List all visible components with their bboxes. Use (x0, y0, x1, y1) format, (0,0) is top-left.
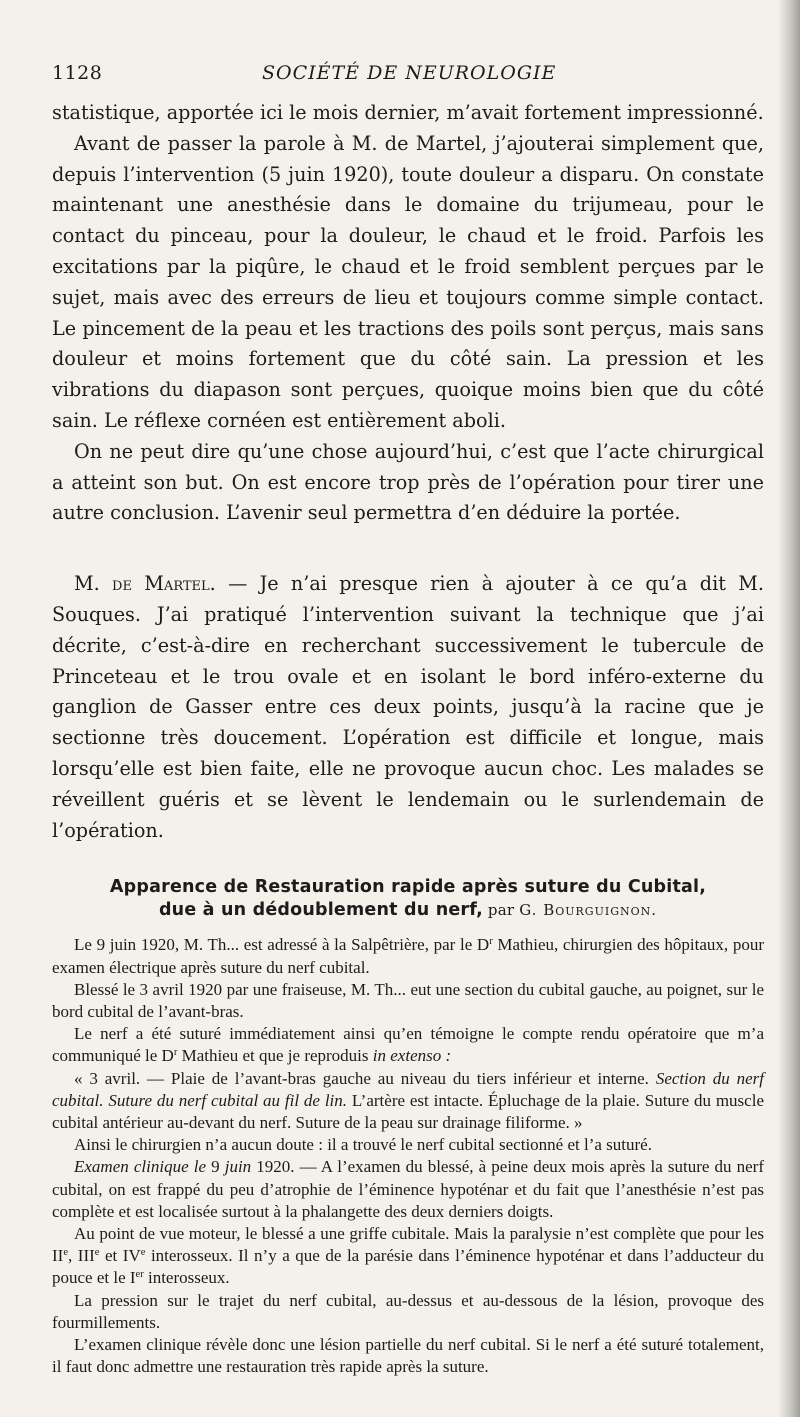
book-spine-shadow (778, 0, 800, 1417)
paragraph-pressure: La pression sur le trajet du nerf cubital, au-dessus et au-dessous de la lésion, provoque des fourmillements. (52, 1290, 764, 1332)
paragraph-martel-intro: Avant de passer la parole à M. de Martel, j’ajouterai simplement que, depuis l’intervention (5 juin 1920), toute douleur a disparu. On constate maintenant une anesthésie dans le domaine du trijumeau, pour le contact du pinceau, pour la douleur, le chaud et le froid. Parfois les excitations par la piqûre, le chaud et le froid semblent perçues par le sujet, mais avec des erreurs de lieu et toujours comme simple contact. Le pincement de la peau et les tractions des poils sont perçus, mais sans douleur et moins fortement que du côté sain. La pression et les vibrations du diapason sont perçues, quoique moins bien que du côté sain. Le réflexe cornéen est entièrement aboli. (52, 131, 764, 432)
text-run: L’artère est intacte. Épluchage de la plaie. Suture du muscle cubital antérieur au-devant du nerf. Suture de la peau sur drainage filiforme. » (52, 1090, 764, 1132)
text-run: interosseux. (143, 1268, 230, 1288)
superscript: er (135, 1269, 144, 1281)
text-run: Le 9 juin 1920, M. Th... est adressé à la Salpêtrière, par le D (74, 935, 490, 955)
paragraph-admission (52, 934, 764, 978)
page-header (52, 62, 764, 98)
text-run: Mathieu et que je reproduis (177, 1046, 373, 1066)
speaker-text: — Je n’ai presque rien à ajouter à ce qu’a dit M. Souques. J’ai pratiqué l’intervention suivant la technique que j’ai décrite, c’est-à-dire en recherchant successivement le tubercule de Princeteau et le trou ovale et en isolant le bord inféro-externe du ganglion de Gasser entre ces deux points, jusqu’à la racine que je sectionne très doucement. L’opération est difficile et longue, mais lorsqu’elle est bien faite, elle ne provoque aucun choc. Les malades se réveillent guéris et se lèvent le lendemain ou le surlendemain de l’opération. (52, 572, 764, 842)
italic-run: juin (224, 1157, 252, 1177)
article-author: G. Bourguignon. (519, 901, 658, 920)
italic-run: in extenso : (372, 1046, 452, 1066)
byline-par: par (482, 901, 520, 920)
text-run: 1920. — A l’examen du blessé, à peine deux mois après la suture du nerf cubital, on est frappé du peu d’atrophie de l’éminence hypoténar et du fait que l’anesthésie n’est pas complète et est localisée surtout à la phalangette des deux derniers doigts. (52, 1157, 764, 1221)
superscript: r (489, 936, 493, 948)
paragraph-conclusion: On ne peut dire qu’une chose aujourd’hui, c’est que l’acte chirurgical a atteint son but. On est encore trop près de l’opération pour tirer une autre conclusion. L’avenir seul permettra d’en déduire la portée. (52, 439, 764, 525)
text-run: « 3 avril. — Plaie de l’avant-bras gauche au niveau du tiers inférieur et interne. (74, 1068, 656, 1088)
article-title-line-2 (52, 899, 764, 922)
text-run: et IV (99, 1246, 141, 1266)
text-run: Mathieu, chirurgien des hôpitaux, pour examen électrique après suture du nerf cubital. (52, 935, 764, 977)
spacer (52, 529, 764, 569)
article-title-line-1: Apparence de Restauration rapide après suture du Cubital, (109, 877, 707, 898)
italic-run: Section du nerf cubital. Suture du nerf cubital au fil de lin. (52, 1068, 765, 1110)
text-run: , III (68, 1246, 95, 1266)
article-title-line-2-text: due à un dédoublement du nerf, (158, 900, 483, 921)
superscript: e (94, 1247, 100, 1259)
paragraph-injury: Blessé le 3 avril 1920 par une fraiseuse, M. Th... eut une section du cubital gauche, au poignet, sur le bord cubital de l’avant-bras. (52, 979, 764, 1021)
paragraph-de-martel (52, 569, 764, 846)
italic-run: Examen clinique le (74, 1157, 206, 1177)
text-run: Le nerf a été suturé immédiatement ainsi qu’en témoigne le compte rendu opératoire que m’a communiqué le D (52, 1024, 764, 1066)
superscript: e (140, 1247, 146, 1259)
article-title (52, 876, 764, 922)
paragraph-statistique: statistique, apportée ici le mois dernier, m’avait fortement impressionné. (52, 101, 764, 124)
page-number: 1128 (52, 62, 103, 84)
speaker-name: M. de Martel. (74, 572, 216, 596)
text-run: 9 (206, 1157, 225, 1177)
paragraph-operative-report (52, 1068, 764, 1135)
paragraph-surgeon: Ainsi le chirurgien n’a aucun doute : il a trouvé le nerf cubital sectionné et l’a suturé. (74, 1135, 652, 1155)
paragraph-final: L’examen clinique révèle donc une lésion partielle du nerf cubital. Si le nerf a été suturé totalement, il faut donc admettre une restauration très rapide après la suture. (52, 1334, 764, 1377)
paragraph-clinical-exam (52, 1156, 764, 1223)
superscript: r (173, 1047, 178, 1059)
paragraph-motor (52, 1223, 764, 1290)
text-run: Au point de vue moteur, le blessé a une griffe cubitale. Mais la paralysie n’est complète que pour les II (52, 1223, 764, 1266)
paragraph-suture (52, 1023, 764, 1067)
running-title: SOCIÉTÉ DE NEUROLOGIE (262, 62, 557, 84)
page (52, 62, 764, 1378)
superscript: e (63, 1247, 69, 1259)
text-run: interosseux. Il n’y a que de la parésie dans l’éminence hypoténar et dans l’adducteur du pouce et le I (52, 1246, 765, 1288)
